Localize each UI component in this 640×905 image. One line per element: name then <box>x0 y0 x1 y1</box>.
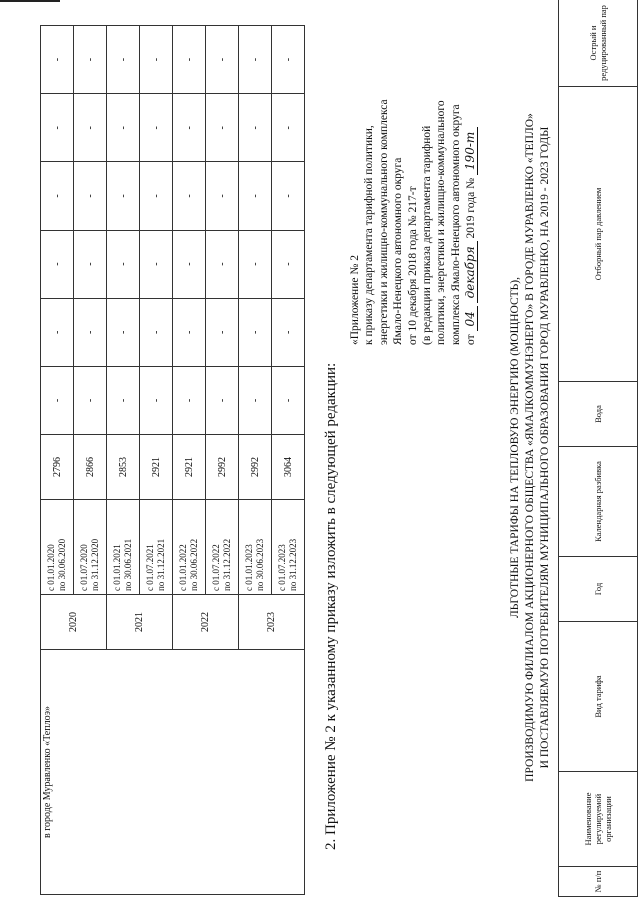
steam-tariff-cell: - <box>107 230 140 298</box>
header-tariff-type: Вид тарифа <box>559 622 638 772</box>
period-cell <box>173 500 206 595</box>
steam-tariff-cell: - <box>107 94 140 162</box>
water-tariff-cell: 2992 <box>239 435 272 500</box>
water-tariff-cell: 2796 <box>41 435 74 500</box>
steam-tariff-cell: - <box>206 230 239 298</box>
steam-tariff-cell: - <box>173 26 206 94</box>
period-cell <box>107 500 140 595</box>
steam-tariff-cell: - <box>173 94 206 162</box>
period-from: с 01.01.2023 <box>244 544 254 591</box>
period-from: с 01.01.2021 <box>112 544 122 591</box>
title-line: И ПОСТАВЛЯЕМУЮ ПОТРЕБИТЕЛЯМ МУНИЦИПАЛЬНОГО ОБРАЗОВАНИЯ ГОРОД МУРАВЛЕНКО, НА 2019 - 2023 ГОДЫ <box>539 126 551 769</box>
steam-tariff-cell: - <box>239 94 272 162</box>
appendix-line: к приказу департамента тарифной политики, <box>363 125 376 345</box>
appendix-line: (в редакции приказа департамента тарифной <box>421 125 434 345</box>
appendix-header <box>348 15 479 345</box>
steam-tariff-cell: - <box>74 94 107 162</box>
steam-tariff-cell: - <box>173 230 206 298</box>
steam-tariff-cell: - <box>140 26 173 94</box>
header-steam-acute: Острый и редуцированный пар <box>559 0 638 87</box>
steam-tariff-cell: - <box>140 366 173 434</box>
period-to: по 31.12.2021 <box>156 538 166 591</box>
period-cell <box>206 500 239 595</box>
org-name-cell: в городе Муравленко «Теплоэ» <box>41 650 305 895</box>
order-number-handwritten: 190-т <box>463 127 478 175</box>
header-breakdown: Календарная разбивка <box>559 447 638 557</box>
water-tariff-cell: 2921 <box>173 435 206 500</box>
water-tariff-cell: 2992 <box>206 435 239 500</box>
date-year-text: 2019 года № <box>465 177 478 239</box>
steam-tariff-cell: - <box>206 94 239 162</box>
period-from: с 01.07.2021 <box>145 544 155 591</box>
steam-tariff-cell: - <box>272 230 305 298</box>
water-tariff-cell: 3064 <box>272 435 305 500</box>
steam-tariff-cell: - <box>272 366 305 434</box>
period-to: по 31.12.2020 <box>90 538 100 591</box>
steam-tariff-cell: - <box>272 26 305 94</box>
header-water: Вода <box>559 382 638 447</box>
period-from: с 01.01.2022 <box>178 544 188 591</box>
steam-tariff-cell: - <box>206 366 239 434</box>
appendix-line: политики, энергетики и жилищно-коммунального <box>435 100 448 345</box>
period-cell <box>272 500 305 595</box>
steam-tariff-cell: - <box>74 366 107 434</box>
date-month-handwritten: декабря <box>463 241 478 303</box>
steam-tariff-cell: - <box>74 298 107 366</box>
previous-tariff-table <box>40 25 305 895</box>
steam-tariff-cell: - <box>272 298 305 366</box>
table-row <box>41 26 74 895</box>
steam-tariff-cell: - <box>206 298 239 366</box>
period-cell <box>41 500 74 595</box>
steam-tariff-cell: - <box>107 162 140 230</box>
year-cell: 2020 <box>41 595 107 650</box>
steam-tariff-cell: - <box>173 162 206 230</box>
steam-tariff-cell: - <box>41 298 74 366</box>
steam-tariff-cell: - <box>272 162 305 230</box>
steam-tariff-cell: - <box>74 162 107 230</box>
steam-tariff-cell: - <box>41 366 74 434</box>
steam-tariff-cell: - <box>140 162 173 230</box>
period-from: с 01.07.2020 <box>79 544 89 591</box>
period-cell <box>140 500 173 595</box>
date-prefix: от <box>465 334 478 345</box>
period-to: по 31.12.2022 <box>222 538 232 591</box>
period-from: с 01.07.2022 <box>211 544 221 591</box>
steam-tariff-cell: - <box>41 94 74 162</box>
period-to: по 30.06.2023 <box>255 538 265 591</box>
header-year: Год <box>559 557 638 622</box>
steam-tariff-cell: - <box>41 162 74 230</box>
new-tariff-table-header <box>558 0 638 897</box>
appendix-line: энергетики и жилищно-коммунального комплекса <box>377 99 390 345</box>
steam-tariff-cell: - <box>206 26 239 94</box>
steam-tariff-cell: - <box>239 162 272 230</box>
header-num: № п/п <box>559 867 638 897</box>
appendix-line: Ямало-Ненецкого автономного округа <box>392 157 405 345</box>
steam-tariff-cell: - <box>239 366 272 434</box>
steam-tariff-cell: - <box>41 26 74 94</box>
point-2-text: 2. Приложение № 2 к указанному приказу изложить в следующей редакции: <box>323 362 339 850</box>
period-from: с 01.07.2023 <box>277 544 287 591</box>
steam-tariff-cell: - <box>140 298 173 366</box>
steam-tariff-cell: - <box>140 94 173 162</box>
tariff-title <box>508 0 553 895</box>
steam-tariff-cell: - <box>140 230 173 298</box>
steam-tariff-cell: - <box>239 26 272 94</box>
title-line: ЛЬГОТНЫЕ ТАРИФЫ НА ТЕПЛОВУЮ ЭНЕРГИЮ (МОЩНОСТЬ), <box>509 277 521 618</box>
header-org: Наименование регулируемой организации <box>559 772 638 867</box>
steam-tariff-cell: - <box>74 26 107 94</box>
period-to: по 30.06.2021 <box>123 538 133 591</box>
steam-tariff-cell: - <box>41 230 74 298</box>
steam-tariff-cell: - <box>239 230 272 298</box>
period-cell <box>74 500 107 595</box>
year-cell: 2023 <box>239 595 305 650</box>
steam-tariff-cell: - <box>107 298 140 366</box>
period-from: с 01.01.2020 <box>46 544 56 591</box>
period-cell <box>239 500 272 595</box>
water-tariff-cell: 2921 <box>140 435 173 500</box>
period-to: по 30.06.2022 <box>189 538 199 591</box>
appendix-line: «Приложение № 2 <box>349 255 361 345</box>
water-tariff-cell: 2866 <box>74 435 107 500</box>
year-cell: 2022 <box>173 595 239 650</box>
appendix-date-line <box>463 15 478 345</box>
steam-tariff-cell: - <box>206 162 239 230</box>
period-to: по 30.06.2020 <box>57 538 67 591</box>
steam-tariff-cell: - <box>107 366 140 434</box>
header-steam-selected: Отборный пар давлением <box>559 87 638 382</box>
water-tariff-cell: 2853 <box>107 435 140 500</box>
appendix-line: комплекса Ямало-Ненецкого автономного округа <box>449 104 462 345</box>
steam-tariff-cell: - <box>272 94 305 162</box>
steam-tariff-cell: - <box>173 366 206 434</box>
steam-tariff-cell: - <box>239 298 272 366</box>
date-day-handwritten: 04 <box>463 306 478 331</box>
title-line: ПРОИЗВОДИМУЮ ФИЛИАЛОМ АКЦИОНЕРНОГО ОБЩЕСТВА «ЯМАЛКОММУНЭНЕРГО» В ГОРОДЕ МУРАВЛЕНКО «ТЕПЛО» <box>524 113 536 782</box>
steam-tariff-cell: - <box>74 230 107 298</box>
steam-tariff-cell: - <box>107 26 140 94</box>
year-cell: 2021 <box>107 595 173 650</box>
steam-tariff-cell: - <box>173 298 206 366</box>
appendix-line: от 10 декабря 2018 года № 217-т <box>406 186 419 345</box>
period-to: по 31.12.2023 <box>288 538 298 591</box>
